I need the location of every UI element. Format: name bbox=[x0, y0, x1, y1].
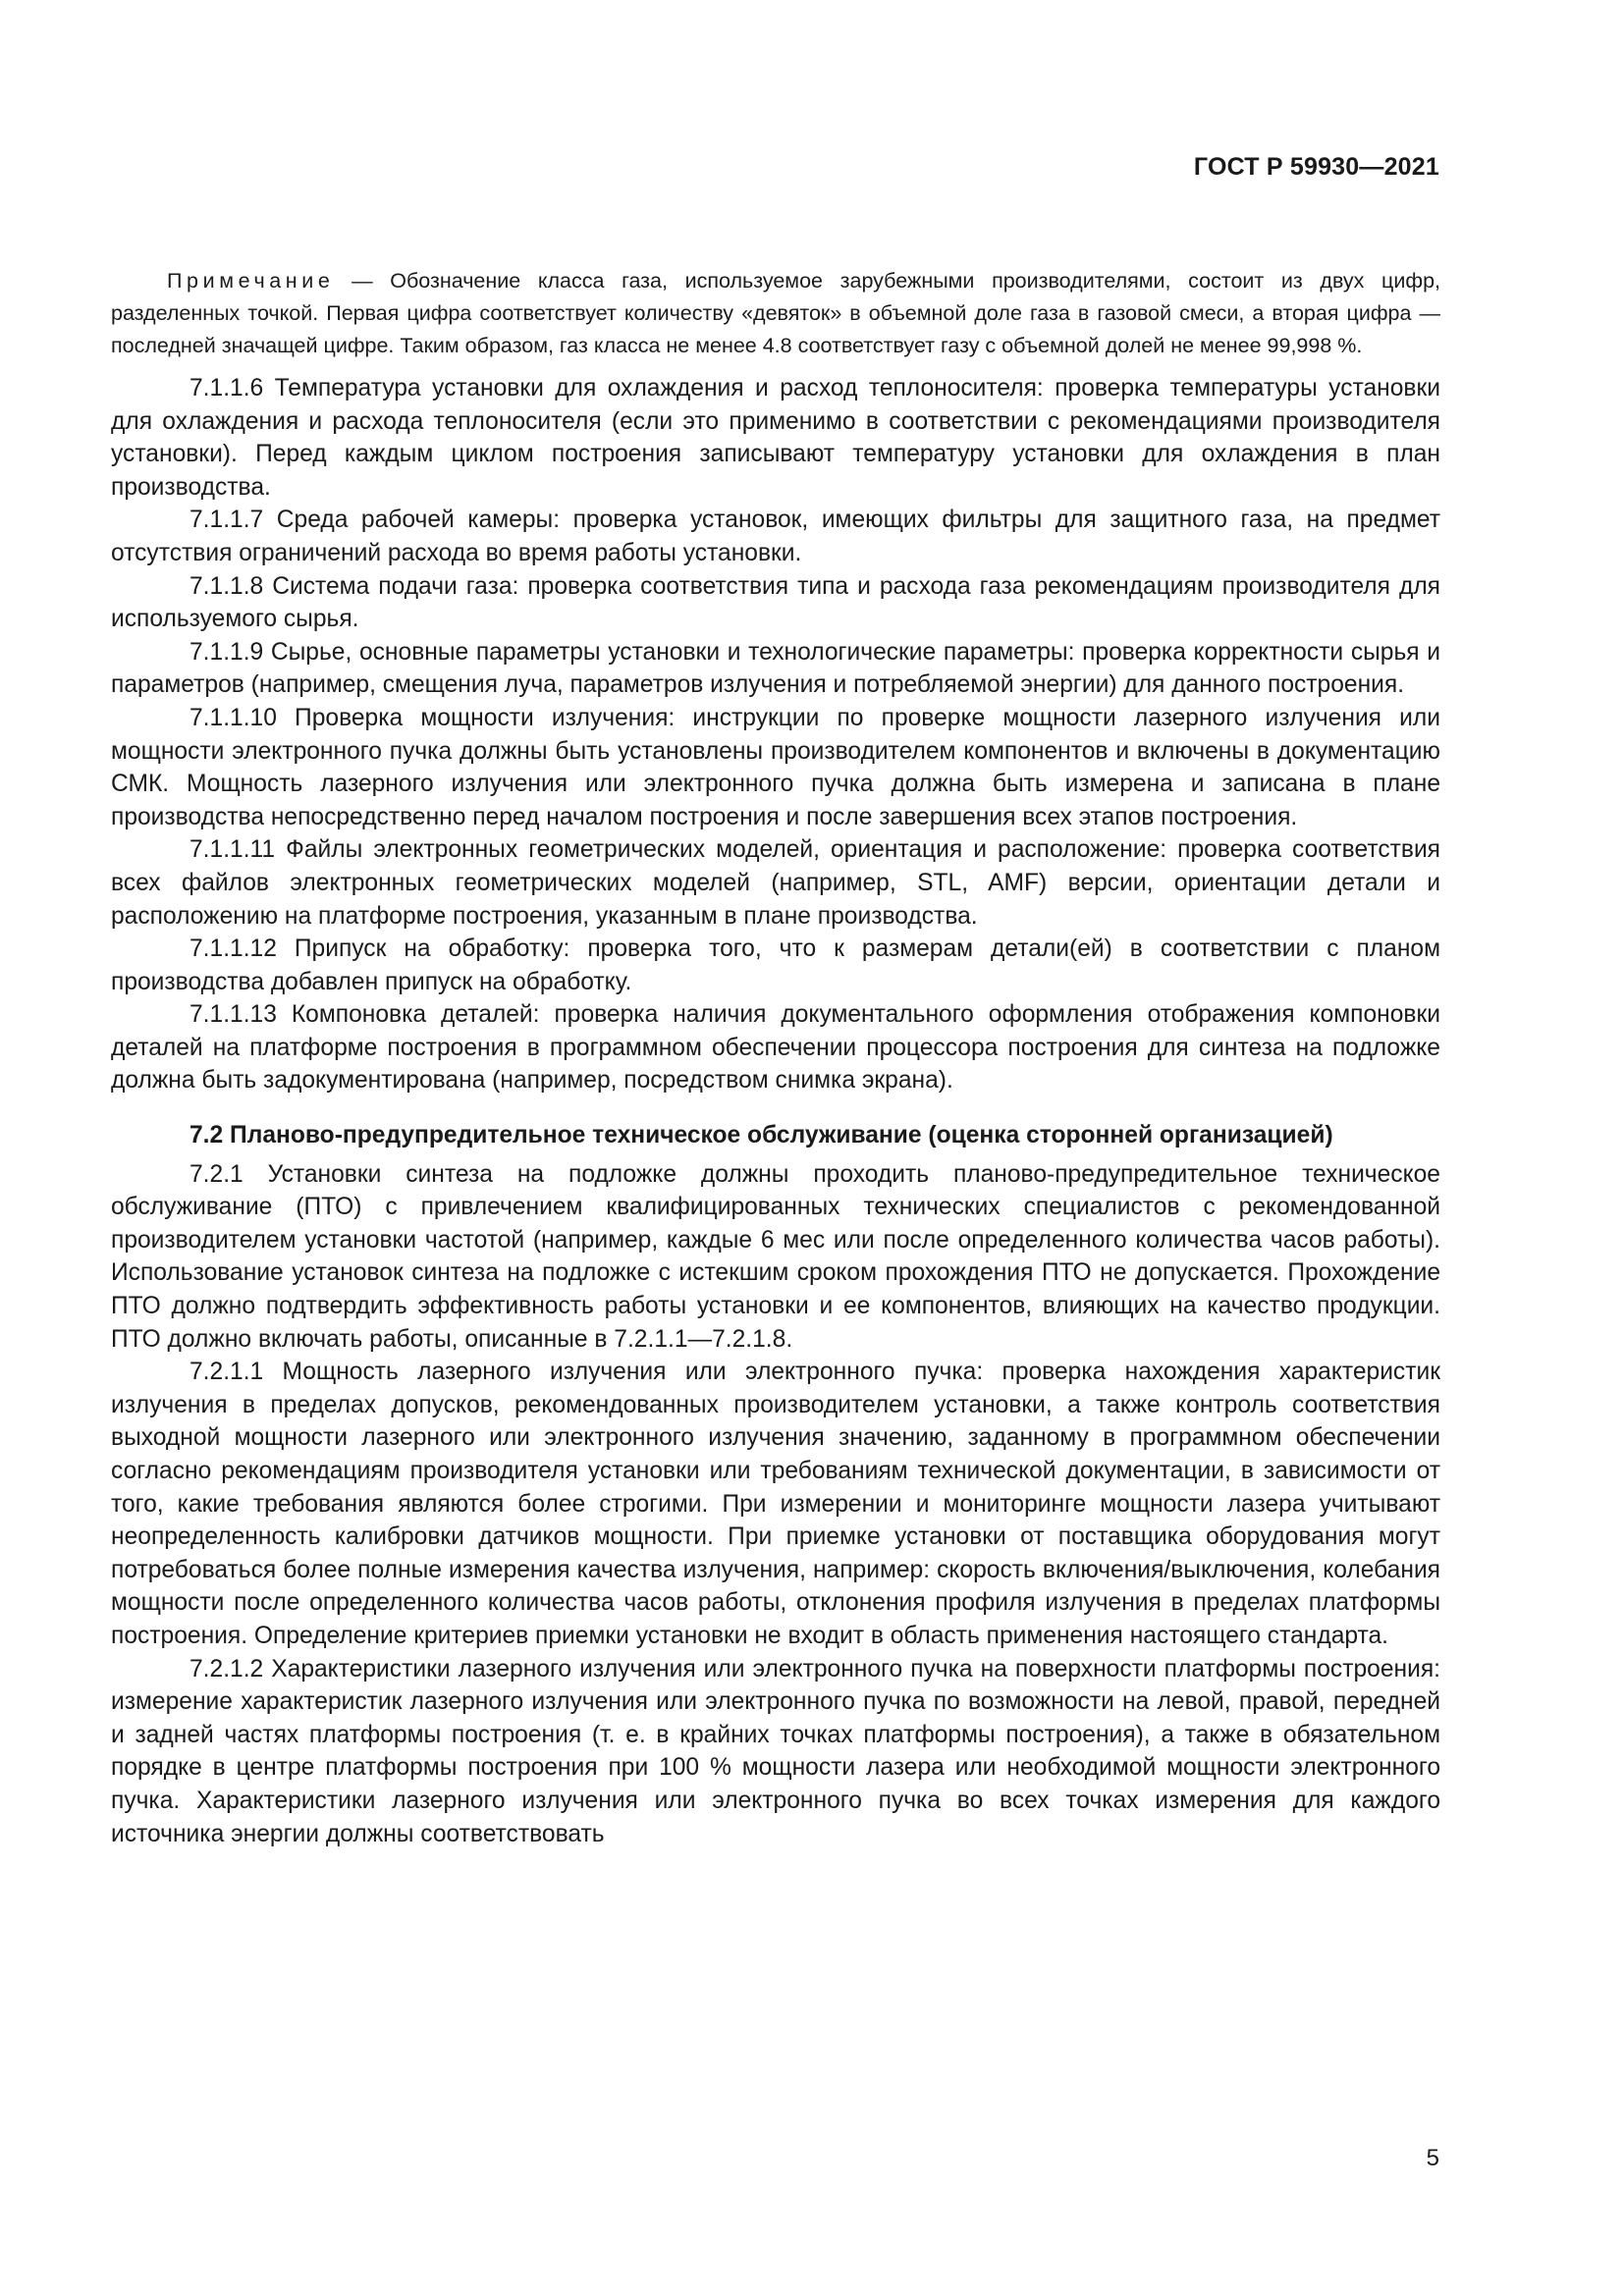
page-content bbox=[111, 265, 1440, 1850]
note-paragraph bbox=[111, 265, 1440, 362]
paragraph-7-2-1: 7.2.1 Установки синтеза на подложке должны проходить планово-предупредительное техническое обслуживание (ПТО) с привлечением квалифицированных технических специалистов с рекомендованной производителем установки частотой (например, каждые 6 мес или после определенного количества часов работы). Использование установок синтеза на подложке с истекшим сроком прохождения ПТО не допускается. Прохождение ПТО должно подтвердить эффективность работы установки и ее компонентов, влияющих на качество продукции. ПТО должно включать работы, описанные в 7.2.1.1—7.2.1.8. bbox=[111, 1160, 1440, 1353]
paragraph-7-1-1-10: 7.1.1.10 Проверка мощности излучения: инструкции по проверке мощности лазерного излучения или мощности электронного пучка должны быть установлены производителем компонентов и включены в документацию СМК. Мощность лазерного излучения или электронного пучка должна быть измерена и записана в плане производства непосредственно перед началом построения и после завершения всех этапов построения. bbox=[111, 704, 1440, 830]
document-code-header: ГОСТ Р 59930—2021 bbox=[1193, 153, 1439, 181]
paragraph-7-2-1-2: 7.2.1.2 Характеристики лазерного излучения или электронного пучка на поверхности платформы построения: измерение характеристик лазерного излучения или электронного пучка по возможности на левой, правой, передней и задней частях платформы построения (т. е. в крайних точках платформы построения), а также в обязательном порядке в центре платформы построения при 100 % мощности лазера или необходимой мощности электронного пучка. Характеристики лазерного излучения или электронного пучка во всех точках измерения для каждого источника энергии должны соответствовать bbox=[111, 1655, 1440, 1847]
paragraph-7-2-1-1: 7.2.1.1 Мощность лазерного излучения или электронного пучка: проверка нахождения характеристик излучения в пределах допусков, рекомендованных производителем установки, а также контроль соответствия выходной мощности лазерного или электронного излучения значению, заданному в программном обеспечении согласно рекомендациям производителя установки или требованиям технической документации, в зависимости от того, какие требования являются более строгими. При измерении и мониторинге мощности лазера учитывают неопределенность калибровки датчиков мощности. При приемке установки от поставщика оборудования могут потребоваться более полные измерения качества излучения, например: скорость включения/выключения, колебания мощности после определенного количества часов работы, отклонения профиля излучения в пределах платформы построения. Определение критериев приемки установки не входит в область применения настоящего стандарта. bbox=[111, 1359, 1440, 1649]
note-text: — Обозначение класса газа, используемое зарубежными производителями, состоит из двух цифр, разделенных точкой. Первая цифра соответствует количеству «девяток» в объемной доле газа в газовой смеси, а вторая цифра — последней значащей цифре. Таким образом, газ класса не менее 4.8 соответствует газу с объемной долей не менее 99,998 %. bbox=[111, 269, 1440, 357]
paragraph-7-1-1-12: 7.1.1.12 Припуск на обработку: проверка того, что к размерам детали(ей) в соответствии с планом производства добавлен припуск на обработку. bbox=[111, 935, 1440, 995]
paragraph-7-1-1-13: 7.1.1.13 Компоновка деталей: проверка наличия документального оформления отображения компоновки деталей на платформе построения в программном обеспечении процессора построения для синтеза на подложке должна быть задокументирована (например, посредством снимка экрана). bbox=[111, 1001, 1440, 1095]
paragraph-7-1-1-9: 7.1.1.9 Сырье, основные параметры установки и технологические параметры: проверка корректности сырья и параметров (например, смещения луча, параметров излучения и потребляемой энергии) для данного построения. bbox=[111, 638, 1440, 699]
paragraph-7-1-1-8: 7.1.1.8 Система подачи газа: проверка соответствия типа и расхода газа рекомендациям производителя для используемого сырья. bbox=[111, 572, 1440, 633]
section-heading-7-2: 7.2 Планово-предупредительное техническое обслуживание (оценка сторонней организацией) bbox=[189, 1122, 1333, 1149]
paragraph-7-1-1-6: 7.1.1.6 Температура установки для охлаждения и расход теплоносителя: проверка температуры установки для охлаждения и расхода теплоносителя (если это применимо в соответствии с рекомендациями производителя установки). Перед каждым циклом построения записывают температуру установки для охлаждения в план производства. bbox=[111, 375, 1440, 501]
paragraph-7-1-1-7: 7.1.1.7 Среда рабочей камеры: проверка установок, имеющих фильтры для защитного газа, на предмет отсутствия ограничений расхода во время работы установки. bbox=[111, 507, 1440, 566]
paragraph-7-1-1-11: 7.1.1.11 Файлы электронных геометрических моделей, ориентация и расположение: проверка соответствия всех файлов электронных геометрических моделей (например, STL, AMF) версии, ориентации детали и расположению на платформе построения, указанным в плане производства. bbox=[111, 836, 1440, 930]
page-number: 5 bbox=[1426, 2145, 1439, 2171]
note-label: Примечание bbox=[167, 269, 335, 293]
